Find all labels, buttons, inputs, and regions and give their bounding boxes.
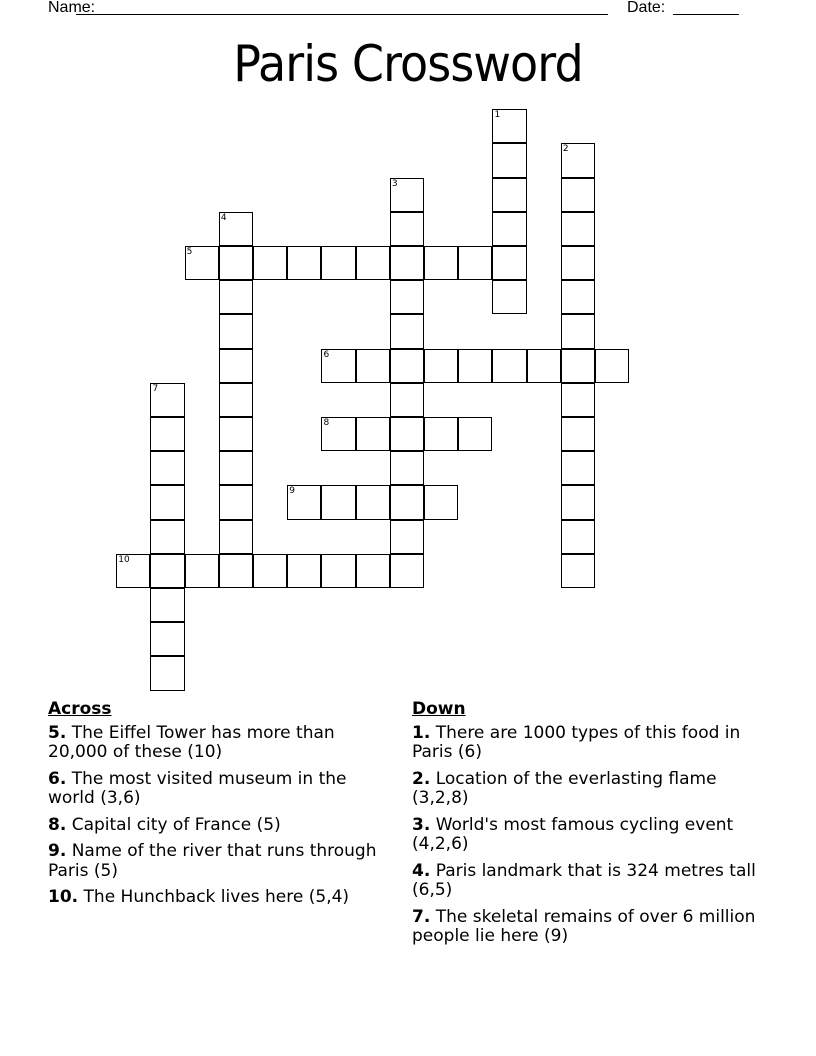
clue-number-label: 10 [118, 554, 130, 565]
grid-cell[interactable] [219, 314, 253, 348]
grid-cell[interactable] [219, 451, 253, 485]
clue-number: 10. [48, 887, 79, 907]
clue-number: 2. [412, 768, 431, 789]
grid-cell[interactable] [561, 212, 595, 246]
grid-cell[interactable] [492, 246, 526, 280]
clue-across-5 [48, 724, 388, 763]
grid-cell[interactable] [356, 417, 390, 451]
grid-cell[interactable] [287, 246, 321, 280]
grid-cell[interactable] [185, 246, 219, 280]
clue-text: Paris landmark that is 324 metres tall (6,5) [412, 860, 756, 900]
grid-cell[interactable] [219, 520, 253, 554]
grid-cell[interactable] [253, 554, 287, 588]
grid-cell[interactable] [390, 246, 424, 280]
clue-text: The most visited museum in the world (3,6) [48, 768, 347, 808]
across-heading: Across [48, 699, 112, 719]
grid-cell[interactable] [561, 349, 595, 383]
page-title: Paris Crossword [233, 35, 583, 93]
grid-cell[interactable] [150, 554, 184, 588]
name-label: Name: [48, 0, 96, 16]
clue-number: 4. [412, 860, 431, 881]
grid-cell[interactable] [595, 349, 629, 383]
grid-cell[interactable] [390, 280, 424, 314]
grid-cell[interactable] [356, 349, 390, 383]
clue-down-1 [412, 724, 762, 763]
clue-text: Location of the everlasting flame (3,2,8) [412, 768, 717, 808]
grid-cell[interactable] [492, 178, 526, 212]
grid-cell[interactable] [492, 280, 526, 314]
grid-cell[interactable] [219, 417, 253, 451]
grid-cell[interactable] [390, 383, 424, 417]
grid-cell[interactable] [561, 314, 595, 348]
grid-cell[interactable] [356, 246, 390, 280]
clue-number-label: 5 [186, 247, 193, 258]
grid-cell[interactable] [390, 212, 424, 246]
grid-cell[interactable] [492, 349, 526, 383]
clue-number-label: 9 [289, 486, 295, 497]
grid-cell[interactable] [458, 246, 492, 280]
clue-down-7 [412, 908, 762, 947]
grid-cell[interactable] [492, 212, 526, 246]
grid-cell[interactable] [321, 349, 355, 383]
grid-cell[interactable] [219, 485, 253, 519]
grid-cell[interactable] [321, 554, 355, 588]
clue-text: The Hunchback lives here (5,4) [78, 887, 350, 907]
clue-across-6 [48, 770, 388, 809]
clue-across-9 [48, 842, 388, 881]
grid-cell[interactable] [116, 554, 150, 588]
grid-cell[interactable] [150, 417, 184, 451]
grid-cell[interactable] [561, 554, 595, 588]
clue-number-label: 2 [562, 144, 569, 155]
clue-number-label: 6 [323, 349, 330, 360]
grid-cell[interactable] [492, 143, 526, 177]
clue-down-4 [412, 862, 762, 901]
clue-number-label: 4 [220, 212, 227, 223]
grid-cell[interactable] [150, 451, 184, 485]
grid-cell[interactable] [561, 520, 595, 554]
grid-cell[interactable] [561, 143, 595, 177]
grid-cell[interactable] [561, 417, 595, 451]
grid-cell[interactable] [561, 178, 595, 212]
down-clues [412, 700, 762, 954]
grid-cell[interactable] [390, 314, 424, 348]
clue-number-label: 7 [152, 383, 159, 394]
clue-down-2 [412, 770, 762, 809]
grid-cell[interactable] [321, 417, 355, 451]
grid-cell[interactable] [150, 485, 184, 519]
clue-number: 5. [48, 722, 67, 743]
grid-cell[interactable] [561, 246, 595, 280]
clue-down-3 [412, 816, 762, 855]
clue-across-8 [48, 816, 388, 836]
clue-text: Capital city of France (5) [66, 814, 281, 835]
grid-cell[interactable] [321, 485, 355, 519]
grid-cell[interactable] [150, 588, 184, 622]
grid-cell[interactable] [253, 246, 287, 280]
down-heading: Down [412, 699, 466, 719]
grid-cell[interactable] [287, 485, 321, 519]
clue-text: There are 1000 types of this food in Paris (6) [412, 722, 741, 762]
grid-cell[interactable] [150, 622, 184, 656]
clue-text: The Eiffel Tower has more than 20,000 of these (10) [48, 722, 335, 762]
grid-cell[interactable] [390, 451, 424, 485]
clue-number: 9. [48, 841, 67, 861]
clue-text: Name of the river that runs through Paris (5) [48, 841, 377, 881]
grid-cell[interactable] [219, 280, 253, 314]
clue-number: 6. [48, 768, 67, 789]
grid-cell[interactable] [390, 417, 424, 451]
grid-cell[interactable] [492, 109, 526, 143]
grid-cell[interactable] [321, 246, 355, 280]
grid-cell[interactable] [219, 383, 253, 417]
grid-cell[interactable] [390, 554, 424, 588]
grid-cell[interactable] [150, 520, 184, 554]
clue-text: The skeletal remains of over 6 million people lie here (9) [412, 906, 756, 946]
grid-cell[interactable] [424, 417, 458, 451]
grid-cell[interactable] [390, 178, 424, 212]
grid-cell[interactable] [150, 656, 184, 690]
grid-cell[interactable] [150, 383, 184, 417]
grid-cell[interactable] [561, 383, 595, 417]
clue-number-label: 8 [323, 418, 330, 429]
grid-cell[interactable] [219, 212, 253, 246]
date-label: Date: [627, 0, 666, 16]
clue-number-label: 3 [391, 178, 398, 189]
grid-cell[interactable] [424, 246, 458, 280]
grid-cell[interactable] [561, 280, 595, 314]
grid-cell[interactable] [424, 485, 458, 519]
clue-number: 8. [48, 814, 67, 835]
across-clues [48, 700, 388, 915]
grid-cell[interactable] [287, 554, 321, 588]
grid-cell[interactable] [219, 246, 253, 280]
clue-number: 7. [412, 906, 431, 927]
grid-cell[interactable] [561, 485, 595, 519]
grid-cell[interactable] [219, 349, 253, 383]
grid-cell[interactable] [185, 554, 219, 588]
grid-cell[interactable] [561, 451, 595, 485]
grid-cell[interactable] [356, 485, 390, 519]
clue-number: 3. [412, 814, 431, 835]
grid-cell[interactable] [219, 554, 253, 588]
grid-cell[interactable] [390, 520, 424, 554]
clue-across-10 [48, 888, 388, 908]
clue-number-label: 1 [494, 110, 501, 121]
grid-cell[interactable] [458, 417, 492, 451]
clue-number: 1. [412, 722, 431, 743]
grid-cell[interactable] [458, 349, 492, 383]
grid-cell[interactable] [390, 349, 424, 383]
grid-cell[interactable] [424, 349, 458, 383]
grid-cell[interactable] [390, 485, 424, 519]
grid-cell[interactable] [527, 349, 561, 383]
clue-text: World's most famous cycling event (4,2,6) [412, 814, 734, 854]
grid-cell[interactable] [356, 554, 390, 588]
